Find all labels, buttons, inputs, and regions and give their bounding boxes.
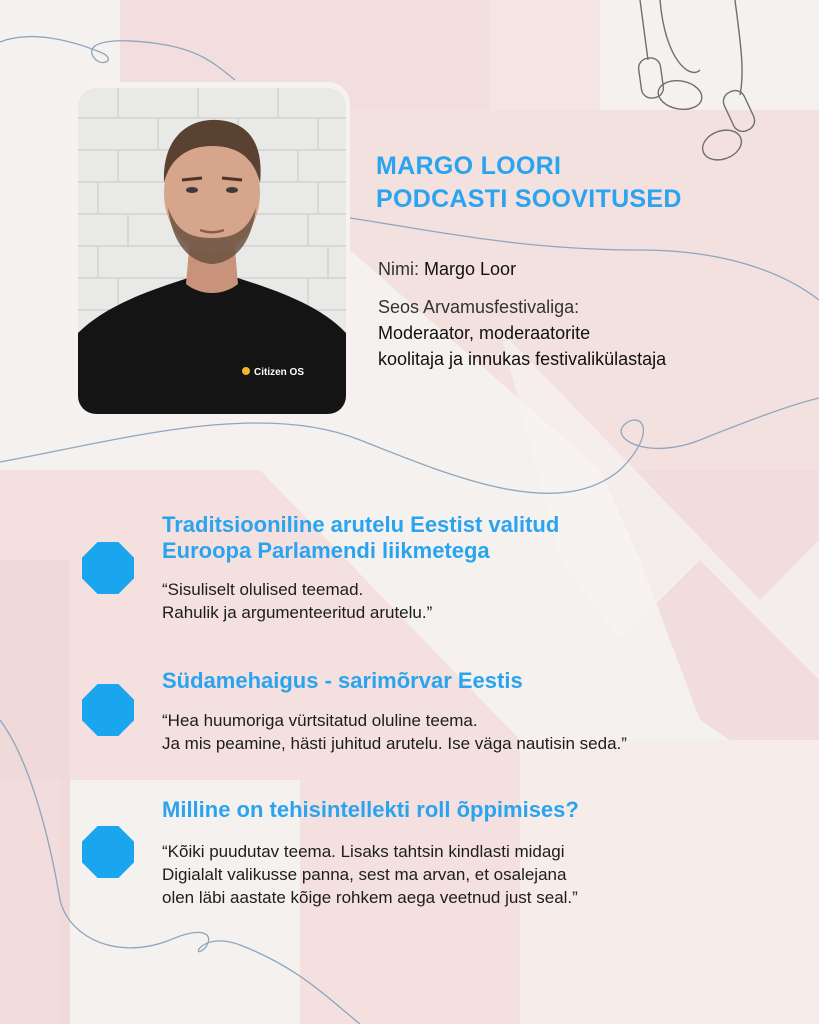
recommendation-quote (162, 840, 802, 909)
relation-label: Seos Arvamusfestivaliga: (378, 297, 580, 317)
page-title-line: PODCASTI SOOVITUSED (376, 185, 682, 213)
page-title-line: MARGO LOORI (376, 152, 562, 180)
profile-info (378, 256, 798, 372)
recommendation-title (162, 668, 722, 694)
quote-line: “Hea huumoriga vürtsitatud oluline teema. (162, 711, 478, 730)
relation-value: Moderaator, moderaatorite (378, 323, 591, 343)
recommendation-title (162, 512, 722, 564)
recommendation-title-line: Euroopa Parlamendi liikmetega (162, 538, 490, 563)
bg-pink-block (490, 0, 600, 120)
recommendation-quote (162, 709, 802, 755)
relation-value: koolitaja ja innukas festivalikülastaja (378, 349, 667, 369)
name-value: Margo Loor (424, 259, 517, 279)
recommendation-title-line: Milline on tehisintellekti roll õppimises? (162, 797, 579, 822)
quote-line: Rahulik ja argumenteeritud arutelu.” (162, 603, 433, 622)
shirt-logo-icon (242, 367, 250, 375)
name-row (378, 256, 798, 282)
quote-line: “Sisuliselt olulised teemad. (162, 580, 364, 599)
quote-line: olen läbi aastate kõige rohkem aega veetnud just seal.” (162, 888, 578, 907)
shirt-logo-text: Citizen OS (254, 367, 305, 378)
quote-line: “Kõiki puudutav teema. Lisaks tahtsin kindlasti midagi (162, 842, 565, 861)
name-label: Nimi: (378, 259, 419, 279)
page-title (376, 150, 776, 216)
bg-pink-block (0, 780, 60, 1024)
recommendation-quote (162, 578, 802, 624)
portrait-photo (78, 88, 346, 414)
recommendation-title (162, 797, 722, 823)
quote-line: Ja mis peamine, hästi juhitud arutelu. Ise väga nautisin seda.” (162, 734, 627, 753)
quote-line: Digialalt valikusse panna, sest ma arvan, et osalejana (162, 865, 567, 884)
recommendation-title-line: Traditsiooniline arutelu Eestist valitud (162, 512, 560, 537)
recommendation-title-line: Südamehaigus - sarimõrvar Eestis (162, 668, 523, 693)
